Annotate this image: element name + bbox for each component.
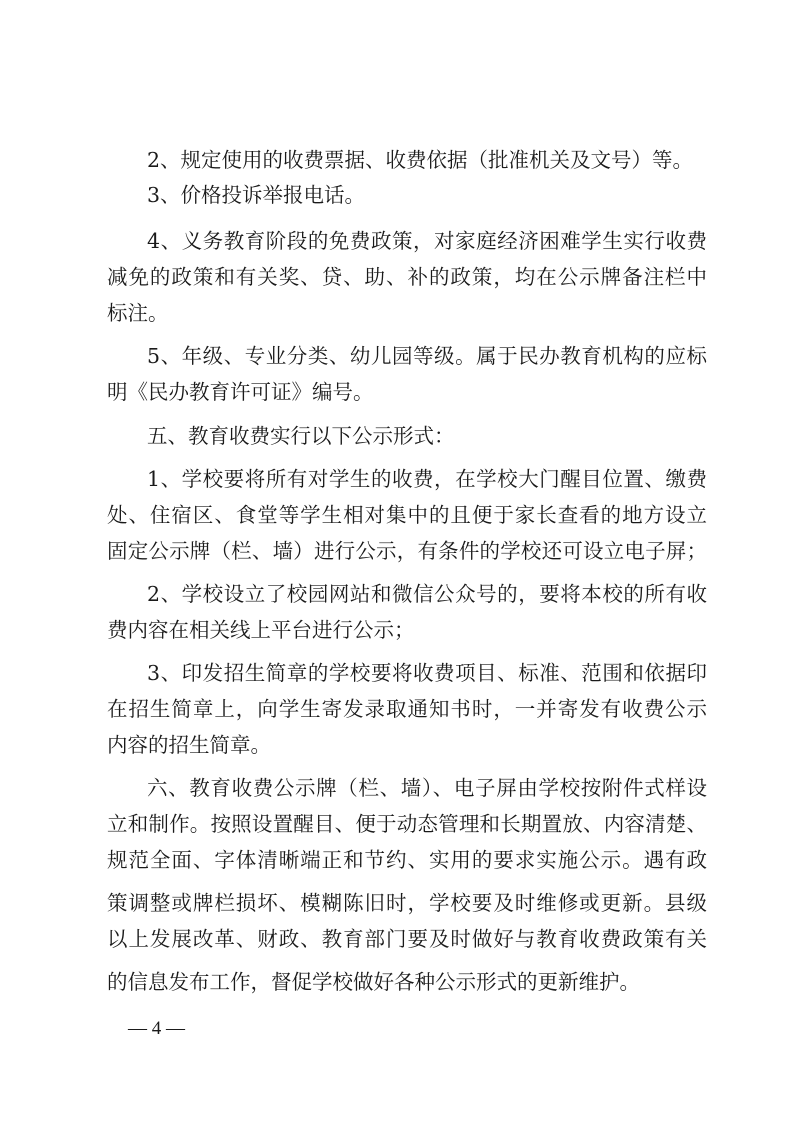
text-line: 策调整或牌栏损坏、模糊陈旧时，学校要及时维修或更新。县级 [107,891,707,915]
text-line: 费内容在相关线上平台进行公示； [107,618,415,642]
text-line: 5、年级、专业分类、幼儿园等级。属于民办教育机构的应标 [147,344,707,368]
text-line: 处、住宿区、食堂等学生相对集中的且便于家长查看的地方设立 [107,503,707,527]
text-line: 3、价格投诉举报电话。 [147,183,366,207]
text-line: 2、学校设立了校园网站和微信公众号的，要将本校的所有收 [147,582,707,606]
text-line: 在招生简章上，向学生寄发录取通知书时，一并寄发有收费公示 [107,697,707,721]
text-line: 2、规定使用的收费票据、收费依据（批准机关及文号）等。 [147,148,694,172]
text-line: 标注。 [107,301,169,325]
text-line: 明《民办教育许可证》编号。 [107,380,374,404]
text-line: 固定公示牌（栏、墙）进行公示，有条件的学校还可设立电子屏； [107,539,707,563]
text-line: 的信息发布工作，督促学校做好各种公示形式的更新维护。 [107,970,640,994]
text-line: 减免的政策和有关奖、贷、助、补的政策，均在公示牌备注栏中 [107,265,707,289]
text-line: 规范全面、字体清晰端正和节约、实用的要求实施公示。遇有政 [107,848,707,872]
text-line: 内容的招生简章。 [107,733,271,757]
text-line: 4、义务教育阶段的免费政策，对家庭经济困难学生实行收费 [147,229,707,253]
text-line: 以上发展改革、财政、教育部门要及时做好与教育收费政策有关 [107,927,707,951]
section-heading: 六、教育收费公示牌（栏、墙）、电子屏由学校按附件式样设 [147,776,707,800]
section-heading: 五、教育收费实行以下公示形式： [147,424,455,448]
text-line: 1、学校要将所有对学生的收费，在学校大门醒目位置、缴费 [147,467,707,491]
text-line: 3、印发招生简章的学校要将收费项目、标准、范围和依据印 [147,661,707,685]
page-number: — 4 — [128,1018,185,1039]
text-line: 立和制作。按照设置醒目、便于动态管理和长期置放、内容清楚、 [107,812,707,836]
